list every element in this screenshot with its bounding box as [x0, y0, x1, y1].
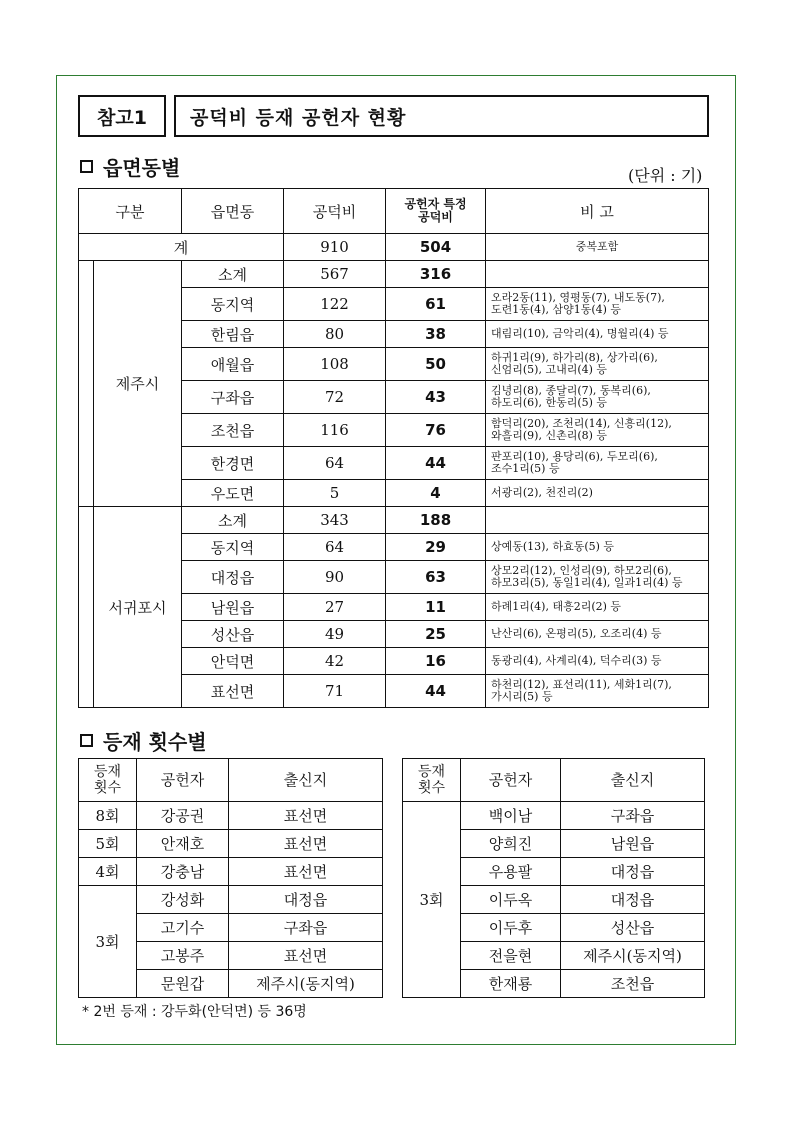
times-table-left [78, 758, 383, 998]
eup-cell: 성산읍 [182, 621, 284, 648]
remark-line1: 하례1리(4), 태흥2리(2) 등 [491, 600, 622, 613]
person-cell: 강성화 [137, 886, 229, 914]
origin-cell: 구좌읍 [561, 802, 705, 830]
origin-cell: 표선면 [229, 942, 383, 970]
count-cell: 80 [284, 321, 386, 348]
header-times-line1: 등재 [93, 764, 122, 780]
count-cell: 72 [284, 381, 386, 414]
remark-line1: 상모2리(12), 인성리(9), 하모2리(6), [491, 564, 672, 577]
eup-cell: 동지역 [182, 288, 284, 321]
person-cell: 양희진 [461, 830, 561, 858]
special-cell: 4 [386, 480, 486, 507]
person-cell: 한재룡 [461, 970, 561, 998]
header-times-line2: 횟수 [93, 780, 122, 796]
special-cell: 11 [386, 594, 486, 621]
special-cell: 316 [386, 261, 486, 288]
page-title: 공덕비 등재 공헌자 현황 [174, 95, 709, 137]
special-cell: 16 [386, 648, 486, 675]
person-cell: 고봉주 [137, 942, 229, 970]
remark-line2: 가시리(5) 등 [491, 690, 553, 703]
count-cell: 49 [284, 621, 386, 648]
count-cell: 71 [284, 675, 386, 708]
total-count: 910 [284, 234, 386, 261]
indent-cell [79, 507, 94, 708]
origin-cell: 조천읍 [561, 970, 705, 998]
remark-line2: 하도리(6), 한동리(5) 등 [491, 396, 608, 409]
eup-cell: 구좌읍 [182, 381, 284, 414]
table-row [79, 802, 383, 830]
remark-line2: 와흘리(9), 신촌리(8) 등 [491, 429, 608, 442]
remark-line1: 동광리(4), 사계리(4), 덕수리(3) 등 [491, 654, 662, 667]
times-cell: 5회 [79, 830, 137, 858]
person-cell: 백이남 [461, 802, 561, 830]
count-cell: 5 [284, 480, 386, 507]
city-label: 제주시 [94, 261, 182, 507]
origin-cell: 대정읍 [229, 886, 383, 914]
origin-cell: 구좌읍 [229, 914, 383, 942]
square-bullet-icon [80, 160, 93, 173]
remark-line1: 하천리(12), 표선리(11), 세화1리(7), [491, 678, 672, 691]
total-special: 504 [386, 234, 486, 261]
eup-cell: 소계 [182, 507, 284, 534]
header-special-line2: 공덕비 [418, 210, 453, 224]
eup-cell: 동지역 [182, 534, 284, 561]
eup-cell: 한경면 [182, 447, 284, 480]
count-cell: 567 [284, 261, 386, 288]
title-tag: 참고1 [78, 95, 166, 137]
remark-line1: 판포리(10), 용당리(6), 두모리(6), [491, 450, 658, 463]
header-remark: 비 고 [486, 189, 709, 234]
person-cell: 문원갑 [137, 970, 229, 998]
remark-cell [486, 594, 709, 621]
remark-cell [486, 447, 709, 480]
origin-cell: 성산읍 [561, 914, 705, 942]
times-table-right [402, 758, 705, 998]
count-cell: 122 [284, 288, 386, 321]
remark-cell [486, 648, 709, 675]
remark-line2: 조수1리(5) 등 [491, 462, 560, 475]
origin-cell: 대정읍 [561, 858, 705, 886]
origin-cell: 남원읍 [561, 830, 705, 858]
remark-cell [486, 675, 709, 708]
origin-cell: 제주시(동지역) [229, 970, 383, 998]
remark-cell [486, 621, 709, 648]
eup-cell: 애월읍 [182, 348, 284, 381]
special-cell: 44 [386, 675, 486, 708]
person-cell: 이두후 [461, 914, 561, 942]
title-row [78, 95, 709, 137]
header-times [403, 759, 461, 802]
remark-cell [486, 507, 709, 534]
eup-cell: 조천읍 [182, 414, 284, 447]
eup-cell: 우도면 [182, 480, 284, 507]
table-row [79, 886, 383, 914]
count-cell: 108 [284, 348, 386, 381]
person-cell: 강공권 [137, 802, 229, 830]
remark-cell [486, 534, 709, 561]
count-cell: 27 [284, 594, 386, 621]
indent-cell [79, 261, 94, 507]
remark-line2: 도련1동(4), 삼양1동(4) 등 [491, 303, 622, 316]
section-heading-text: 읍면동별 [103, 156, 181, 180]
count-cell: 343 [284, 507, 386, 534]
person-cell: 전을현 [461, 942, 561, 970]
eup-cell: 소계 [182, 261, 284, 288]
table-row [403, 802, 705, 830]
special-cell: 44 [386, 447, 486, 480]
person-cell: 안재호 [137, 830, 229, 858]
special-cell: 188 [386, 507, 486, 534]
person-cell: 우용팔 [461, 858, 561, 886]
special-cell: 38 [386, 321, 486, 348]
region-table [78, 188, 709, 708]
header-person: 공헌자 [461, 759, 561, 802]
header-count: 공덕비 [284, 189, 386, 234]
section-heading-text: 등재 횟수별 [103, 730, 207, 754]
remark-line1: 오라2동(11), 영평동(7), 내도동(7), [491, 291, 665, 304]
table-row [79, 507, 709, 534]
header-times-line1: 등재 [417, 764, 446, 780]
remark-line2: 하모3리(5), 동일1리(4), 일과1리(4) 등 [491, 576, 683, 589]
count-cell: 116 [284, 414, 386, 447]
times-cell: 3회 [79, 886, 137, 998]
unit-label: (단위 : 기) [628, 166, 703, 185]
times-cell: 3회 [403, 802, 461, 998]
total-label: 계 [79, 234, 284, 261]
remark-cell [486, 261, 709, 288]
eup-cell: 안덕면 [182, 648, 284, 675]
origin-cell: 표선면 [229, 830, 383, 858]
table-row [79, 830, 383, 858]
special-cell: 43 [386, 381, 486, 414]
total-remark: 중복포함 [486, 234, 709, 261]
header-origin: 출신지 [561, 759, 705, 802]
person-cell: 강충남 [137, 858, 229, 886]
section-heading-by-region [80, 152, 180, 181]
remark-line1: 함덕리(20), 조천리(14), 신흥리(12), [491, 417, 672, 430]
eup-cell: 표선면 [182, 675, 284, 708]
remark-line1: 하귀1리(9), 하가리(8), 상가리(6), [491, 351, 658, 364]
remark-line1: 난산리(6), 온평리(5), 오조리(4) 등 [491, 627, 662, 640]
special-cell: 61 [386, 288, 486, 321]
remark-line1: 서광리(2), 천진리(2) [491, 486, 593, 499]
eup-cell: 한림읍 [182, 321, 284, 348]
remark-line1: 상예동(13), 하효동(5) 등 [491, 540, 615, 553]
seogwipo-group [79, 507, 709, 708]
times-cell: 4회 [79, 858, 137, 886]
remark-line1: 김녕리(8), 종달리(7), 동복리(6), [491, 384, 651, 397]
special-cell: 29 [386, 534, 486, 561]
header-eup: 읍면동 [182, 189, 284, 234]
times-right-rows [403, 802, 705, 998]
table-row [79, 858, 383, 886]
count-cell: 64 [284, 534, 386, 561]
special-cell: 76 [386, 414, 486, 447]
origin-cell: 표선면 [229, 858, 383, 886]
square-bullet-icon [80, 734, 93, 747]
origin-cell: 대정읍 [561, 886, 705, 914]
remark-cell [486, 561, 709, 594]
special-cell: 63 [386, 561, 486, 594]
header-special [386, 189, 486, 234]
eup-cell: 남원읍 [182, 594, 284, 621]
times-cell: 8회 [79, 802, 137, 830]
remark-cell [486, 321, 709, 348]
person-cell: 고기수 [137, 914, 229, 942]
remark-cell [486, 414, 709, 447]
header-special-line1: 공헌자 특정 [404, 197, 467, 211]
count-cell: 42 [284, 648, 386, 675]
header-person: 공헌자 [137, 759, 229, 802]
section-heading-by-times [80, 726, 207, 755]
remark-cell [486, 480, 709, 507]
jeju-group [79, 261, 709, 507]
remark-cell [486, 348, 709, 381]
count-cell: 90 [284, 561, 386, 594]
remark-line2: 신엄리(5), 고내리(4) 등 [491, 363, 608, 376]
remark-cell [486, 288, 709, 321]
special-cell: 50 [386, 348, 486, 381]
person-cell: 이두옥 [461, 886, 561, 914]
header-times [79, 759, 137, 802]
remark-cell [486, 381, 709, 414]
header-times-line2: 횟수 [417, 780, 446, 796]
footnote: * 2번 등재 : 강두화(안덕면) 등 36명 [82, 1004, 307, 1020]
table-row [79, 261, 709, 288]
remark-line1: 대림리(10), 금악리(4), 명월리(4) 등 [491, 327, 669, 340]
eup-cell: 대정읍 [182, 561, 284, 594]
origin-cell: 제주시(동지역) [561, 942, 705, 970]
count-cell: 64 [284, 447, 386, 480]
origin-cell: 표선면 [229, 802, 383, 830]
header-gubun: 구분 [79, 189, 182, 234]
times-left-rows [79, 802, 383, 998]
city-label: 서귀포시 [94, 507, 182, 708]
header-origin: 출신지 [229, 759, 383, 802]
special-cell: 25 [386, 621, 486, 648]
